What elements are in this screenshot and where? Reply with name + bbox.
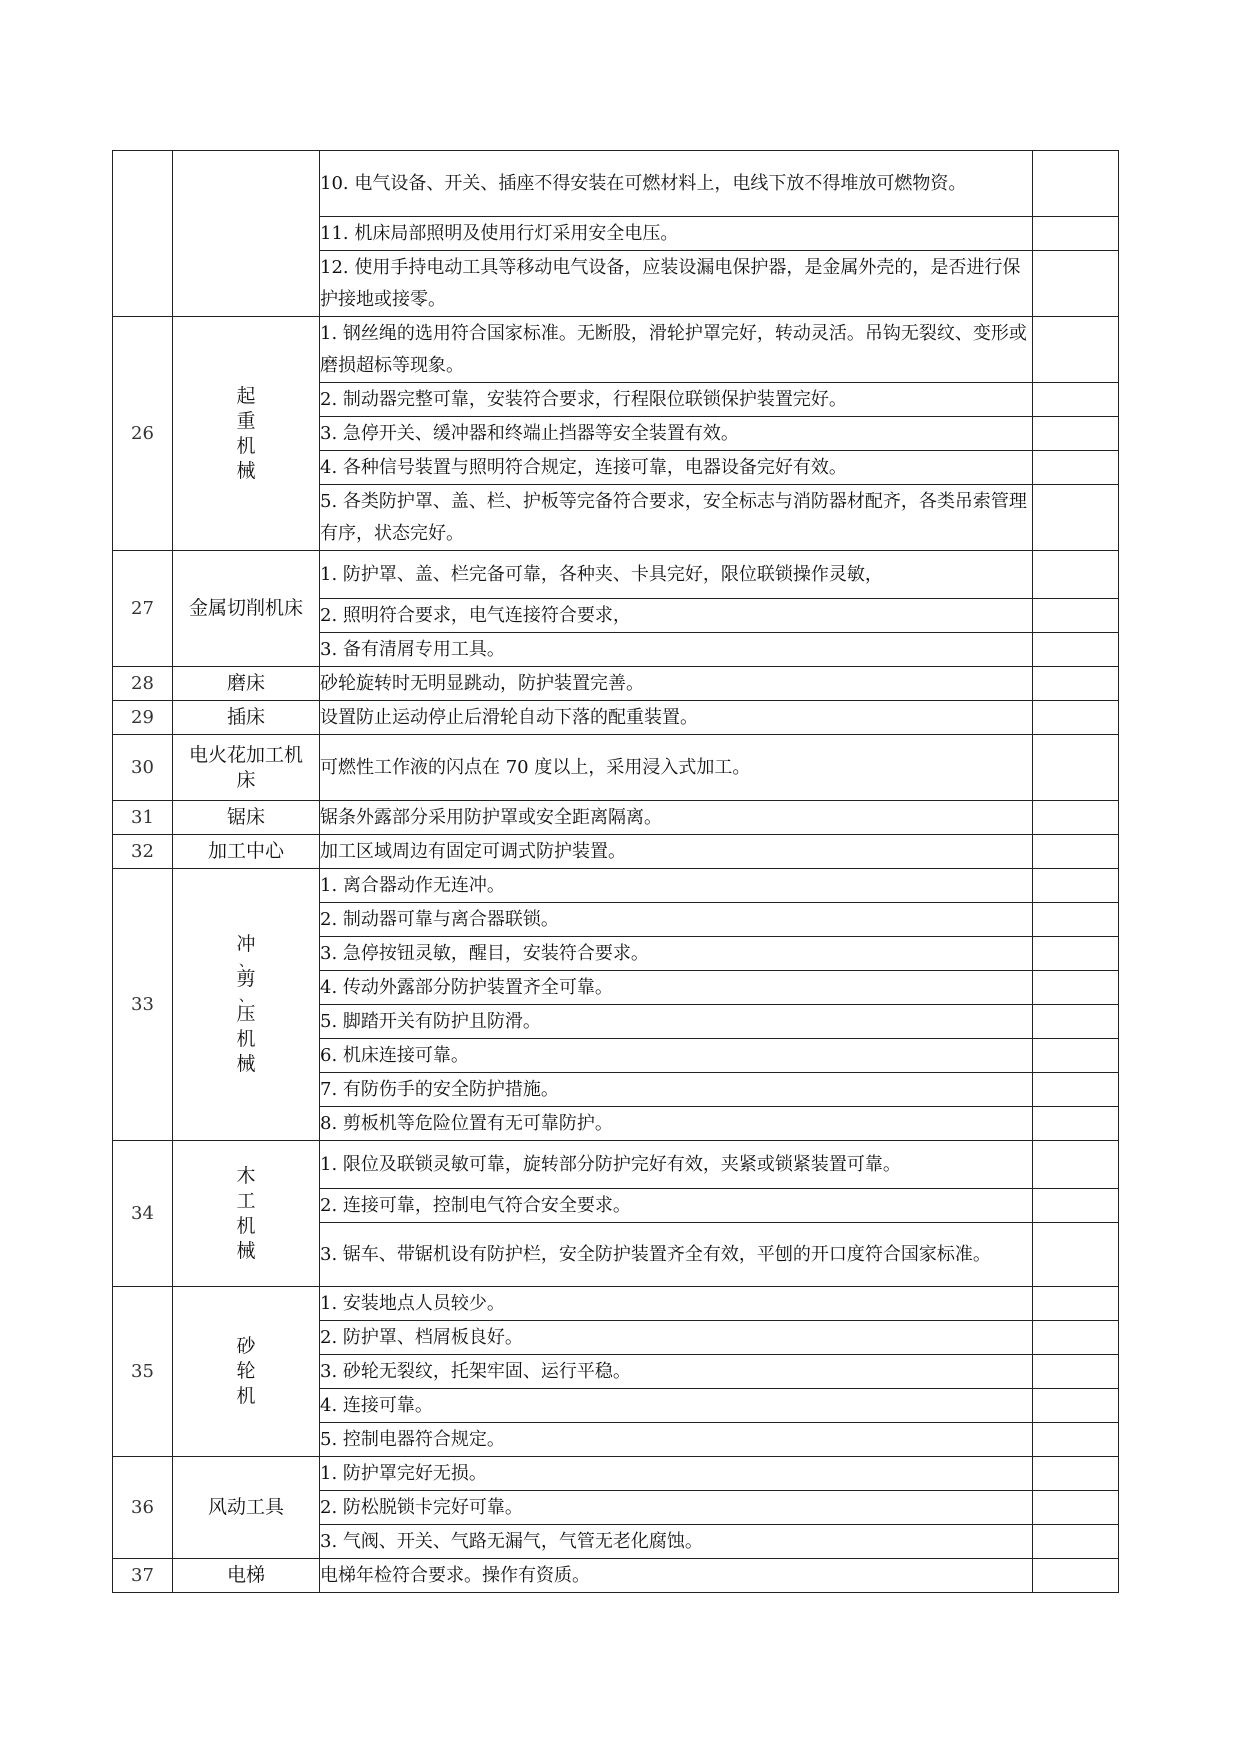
equipment-name-line: 轮 [236, 1360, 256, 1382]
row-number: 34 [113, 1141, 173, 1287]
equipment-name [173, 317, 320, 551]
result-cell[interactable] [1033, 1073, 1119, 1107]
equipment-name [173, 735, 320, 801]
result-cell[interactable] [1033, 835, 1119, 869]
result-cell[interactable] [1033, 1491, 1119, 1525]
equipment-name-line: 、 [239, 954, 253, 970]
equipment-name-line: 起 [236, 384, 256, 407]
table-row [113, 1559, 1119, 1593]
equipment-name [173, 1457, 320, 1559]
result-cell[interactable] [1033, 1223, 1119, 1287]
check-item: 8. 剪板机等危险位置有无可靠防护。 [320, 1107, 1033, 1141]
equipment-name-line: 械 [236, 1053, 256, 1075]
table-row [113, 317, 1119, 383]
equipment-name [173, 1287, 320, 1457]
check-item: 设置防止运动停止后滑轮自动下落的配重装置。 [320, 701, 1033, 735]
equipment-name-line: 床 [236, 768, 256, 791]
result-cell[interactable] [1033, 1559, 1119, 1593]
table-row [113, 801, 1119, 835]
equipment-name-line: 压 [236, 1003, 256, 1025]
result-cell[interactable] [1033, 1287, 1119, 1321]
equipment-name [173, 667, 320, 701]
row-number: 33 [113, 869, 173, 1141]
check-item: 可燃性工作液的闪点在 70 度以上，采用浸入式加工。 [320, 735, 1033, 801]
equipment-name [173, 869, 320, 1141]
result-cell[interactable] [1033, 383, 1119, 417]
result-cell[interactable] [1033, 1039, 1119, 1073]
row-number: 26 [113, 317, 173, 551]
row-number: 35 [113, 1287, 173, 1457]
check-item: 2. 连接可靠，控制电气符合安全要求。 [320, 1189, 1033, 1223]
result-cell[interactable] [1033, 937, 1119, 971]
check-item: 4. 连接可靠。 [320, 1389, 1033, 1423]
equipment-name [173, 151, 320, 317]
table-row [113, 735, 1119, 801]
result-cell[interactable] [1033, 1355, 1119, 1389]
check-item: 1. 离合器动作无连冲。 [320, 869, 1033, 903]
check-item: 1. 安装地点人员较少。 [320, 1287, 1033, 1321]
check-item: 5. 各类防护罩、盖、栏、护板等完备符合要求，安全标志与消防器材配齐，各类吊索管理有序，状态完好。 [320, 485, 1033, 551]
row-number: 36 [113, 1457, 173, 1559]
result-cell[interactable] [1033, 971, 1119, 1005]
table-row [113, 1141, 1119, 1189]
row-number: 27 [113, 551, 173, 667]
check-item: 3. 砂轮无裂纹，托架牢固、运行平稳。 [320, 1355, 1033, 1389]
check-item: 砂轮旋转时无明显跳动，防护装置完善。 [320, 667, 1033, 701]
check-item: 3. 备有清屑专用工具。 [320, 633, 1033, 667]
row-number [113, 151, 173, 317]
check-item: 电梯年检符合要求。操作有资质。 [320, 1559, 1033, 1593]
result-cell[interactable] [1033, 599, 1119, 633]
equipment-name-line: 锯床 [226, 806, 265, 828]
check-item: 2. 照明符合要求，电气连接符合要求， [320, 599, 1033, 633]
result-cell[interactable] [1033, 417, 1119, 451]
check-item: 2. 防护罩、档屑板良好。 [320, 1321, 1033, 1355]
check-item: 11. 机床局部照明及使用行灯采用安全电压。 [320, 217, 1033, 251]
table-row [113, 701, 1119, 735]
equipment-name-line: 木 [236, 1164, 256, 1187]
table-row [113, 667, 1119, 701]
result-cell[interactable] [1033, 217, 1119, 251]
table-row [113, 1457, 1119, 1491]
equipment-name-line: 、 [239, 989, 253, 1005]
equipment-name-line: 金属切削机床 [188, 597, 303, 619]
check-item: 10. 电气设备、开关、插座不得安装在可燃材料上，电线下放不得堆放可燃物资。 [320, 151, 1033, 217]
result-cell[interactable] [1033, 151, 1119, 217]
equipment-name [173, 701, 320, 735]
check-item: 3. 气阀、开关、气路无漏气，气管无老化腐蚀。 [320, 1525, 1033, 1559]
row-number: 29 [113, 701, 173, 735]
equipment-name-line: 电梯 [226, 1564, 265, 1586]
table-row [113, 835, 1119, 869]
row-number: 28 [113, 667, 173, 701]
equipment-name-line: 机 [236, 1214, 256, 1237]
result-cell[interactable] [1033, 1525, 1119, 1559]
result-cell[interactable] [1033, 1389, 1119, 1423]
equipment-name [173, 1141, 320, 1287]
equipment-name [173, 835, 320, 869]
equipment-name-line: 加工中心 [207, 840, 284, 862]
check-item: 1. 防护罩完好无损。 [320, 1457, 1033, 1491]
check-item: 6. 机床连接可靠。 [320, 1039, 1033, 1073]
result-cell[interactable] [1033, 1423, 1119, 1457]
check-item: 锯条外露部分采用防护罩或安全距离隔离。 [320, 801, 1033, 835]
table-row [113, 1287, 1119, 1321]
result-cell[interactable] [1033, 1321, 1119, 1355]
equipment-name-line: 机 [236, 1028, 256, 1050]
check-item: 3. 急停开关、缓冲器和终端止挡器等安全装置有效。 [320, 417, 1033, 451]
equipment-name-line: 风动工具 [207, 1496, 284, 1518]
result-cell[interactable] [1033, 451, 1119, 485]
check-item: 4. 传动外露部分防护装置齐全可靠。 [320, 971, 1033, 1005]
result-cell[interactable] [1033, 903, 1119, 937]
result-cell[interactable] [1033, 869, 1119, 903]
result-cell[interactable] [1033, 633, 1119, 667]
check-item: 3. 锯车、带锯机设有防护栏，安全防护装置齐全有效，平刨的开口度符合国家标准。 [320, 1223, 1033, 1287]
result-cell[interactable] [1033, 701, 1119, 735]
result-cell[interactable] [1033, 735, 1119, 801]
result-cell[interactable] [1033, 317, 1119, 383]
result-cell[interactable] [1033, 485, 1119, 551]
row-number: 32 [113, 835, 173, 869]
check-item: 2. 制动器完整可靠，安装符合要求，行程限位联锁保护装置完好。 [320, 383, 1033, 417]
equipment-name-line: 插床 [226, 706, 265, 728]
checklist-body [113, 151, 1119, 1593]
check-item: 3. 急停按钮灵敏，醒目，安装符合要求。 [320, 937, 1033, 971]
check-item: 1. 防护罩、盖、栏完备可靠，各种夹、卡具完好，限位联锁操作灵敏， [320, 551, 1033, 599]
equipment-name [173, 1559, 320, 1593]
check-item: 1. 限位及联锁灵敏可靠，旋转部分防护完好有效，夹紧或锁紧装置可靠。 [320, 1141, 1033, 1189]
equipment-name-line: 重 [236, 409, 256, 432]
check-item: 7. 有防伤手的安全防护措施。 [320, 1073, 1033, 1107]
equipment-name-line: 电火花加工机 [188, 743, 303, 766]
check-item: 4. 各种信号装置与照明符合规定，连接可靠，电器设备完好有效。 [320, 451, 1033, 485]
result-cell[interactable] [1033, 1457, 1119, 1491]
equipment-name [173, 551, 320, 667]
result-cell[interactable] [1033, 667, 1119, 701]
result-cell[interactable] [1033, 1189, 1119, 1223]
result-cell[interactable] [1033, 1141, 1119, 1189]
equipment-name [173, 801, 320, 835]
check-item: 5. 脚踏开关有防护且防滑。 [320, 1005, 1033, 1039]
result-cell[interactable] [1033, 551, 1119, 599]
result-cell[interactable] [1033, 801, 1119, 835]
equipment-name-line: 机 [236, 434, 256, 457]
check-item: 2. 防松脱锁卡完好可靠。 [320, 1491, 1033, 1525]
safety-checklist-table [112, 150, 1119, 1593]
equipment-name-line: 冲 [236, 933, 256, 955]
result-cell[interactable] [1033, 251, 1119, 317]
equipment-name-line: 磨床 [226, 672, 265, 694]
table-row [113, 151, 1119, 217]
row-number: 37 [113, 1559, 173, 1593]
equipment-name-line: 剪 [236, 968, 256, 990]
result-cell[interactable] [1033, 1107, 1119, 1141]
check-item: 2. 制动器可靠与离合器联锁。 [320, 903, 1033, 937]
equipment-name-line: 械 [236, 1239, 256, 1262]
result-cell[interactable] [1033, 1005, 1119, 1039]
equipment-name-line: 械 [236, 459, 256, 482]
table-row [113, 551, 1119, 599]
check-item: 12. 使用手持电动工具等移动电气设备，应装设漏电保护器，是金属外壳的，是否进行保护接地或接零。 [320, 251, 1033, 317]
equipment-name-line: 工 [236, 1189, 256, 1212]
table-row [113, 869, 1119, 903]
row-number: 31 [113, 801, 173, 835]
equipment-name-line: 机 [236, 1385, 256, 1407]
check-item: 5. 控制电器符合规定。 [320, 1423, 1033, 1457]
check-item: 加工区域周边有固定可调式防护装置。 [320, 835, 1033, 869]
check-item: 1. 钢丝绳的选用符合国家标准。无断股，滑轮护罩完好，转动灵活。吊钩无裂纹、变形或磨损超标等现象。 [320, 317, 1033, 383]
equipment-name-line: 砂 [236, 1335, 256, 1357]
row-number: 30 [113, 735, 173, 801]
